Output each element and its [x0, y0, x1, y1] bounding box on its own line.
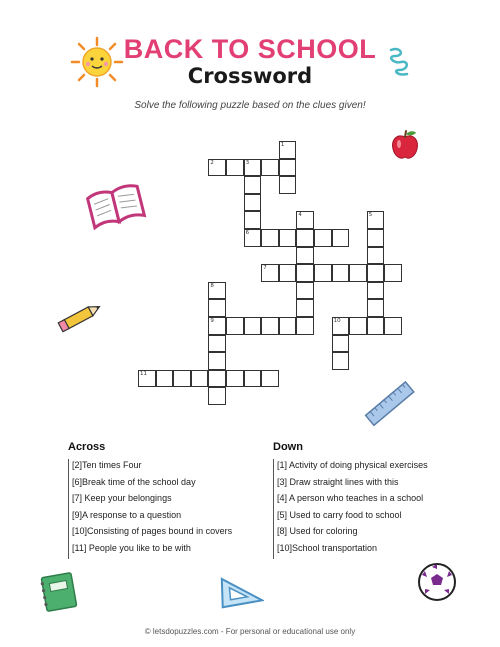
notebook-icon: [36, 570, 82, 614]
across-clue: [6]Break time of the school day: [68, 476, 258, 493]
crossword-cell[interactable]: [261, 229, 279, 247]
crossword-cell[interactable]: [367, 299, 385, 317]
clue-number: 4: [298, 212, 302, 219]
down-heading: Down: [273, 441, 303, 453]
footer: © letsdopuzzles.com - For personal or educational use only: [144, 627, 356, 636]
crossword-cell[interactable]: [367, 282, 385, 300]
across-clue-list: [68, 459, 258, 559]
crossword-cell[interactable]: [244, 317, 262, 335]
crossword-cell[interactable]: [384, 317, 402, 335]
crossword-cell[interactable]: [296, 282, 314, 300]
clue-number: 8: [210, 282, 214, 289]
instructions: Solve the following puzzle based on the clues given!: [134, 100, 366, 111]
across-clue: [10]Consisting of pages bound in covers: [68, 525, 258, 542]
down-clue: [4] A person who teaches in a school: [273, 492, 473, 509]
crossword-cell[interactable]: [208, 299, 226, 317]
crossword-cell[interactable]: [296, 211, 314, 229]
crossword-cell[interactable]: [208, 370, 226, 388]
crossword-cell[interactable]: [296, 317, 314, 335]
crossword-cell[interactable]: [367, 317, 385, 335]
crossword-cell[interactable]: [261, 370, 279, 388]
crossword-cell[interactable]: [208, 335, 226, 353]
crossword-cell[interactable]: [261, 264, 279, 282]
crossword-cell[interactable]: [367, 229, 385, 247]
down-clue: [8] Used for coloring: [273, 525, 473, 542]
crossword-cell[interactable]: [244, 159, 262, 177]
clue-number: 11: [140, 370, 147, 377]
down-clue: [1] Activity of doing physical exercises: [273, 459, 473, 476]
clue-number: 6: [245, 230, 250, 236]
across-clue: [9]A response to a question: [68, 509, 258, 526]
crossword-cell[interactable]: [279, 176, 297, 194]
crossword-cell[interactable]: [367, 247, 385, 265]
crossword-cell[interactable]: [244, 229, 262, 247]
page-subtitle: Crossword: [187, 64, 313, 88]
crossword-cell[interactable]: [296, 264, 314, 282]
clue-number: 10: [333, 318, 341, 324]
spring-icon: [385, 44, 415, 78]
crossword-grid: [138, 141, 403, 406]
set-square-icon: [216, 570, 264, 610]
crossword-cell[interactable]: [384, 264, 402, 282]
crossword-cell[interactable]: [279, 159, 297, 177]
crossword-cell[interactable]: [226, 159, 244, 177]
crossword-cell[interactable]: [156, 370, 174, 388]
page-title: BACK TO SCHOOL: [123, 34, 377, 64]
crossword-cell[interactable]: [332, 317, 350, 335]
across-clue: [7] Keep your belongings: [68, 492, 258, 509]
crossword-cell[interactable]: [349, 264, 367, 282]
crossword-cell[interactable]: [279, 264, 297, 282]
crossword-cell[interactable]: [244, 176, 262, 194]
down-clue: [10]School transportation: [273, 542, 473, 559]
clue-number: 3: [245, 159, 250, 166]
clue-number: 7: [263, 265, 267, 272]
crossword-cell[interactable]: [208, 282, 226, 300]
crossword-cell[interactable]: [314, 264, 332, 282]
down-clue-list: [273, 459, 473, 559]
crossword-cell[interactable]: [244, 370, 262, 388]
down-clue: [5] Used to carry food to school: [273, 509, 473, 526]
crossword-cell[interactable]: [279, 229, 297, 247]
crossword-cell[interactable]: [226, 317, 244, 335]
crossword-cell[interactable]: [244, 211, 262, 229]
crossword-cell[interactable]: [244, 194, 262, 212]
crossword-cell[interactable]: [208, 317, 226, 335]
crossword-cell[interactable]: [332, 352, 350, 370]
crossword-cell[interactable]: [332, 229, 350, 247]
sun-icon: [68, 36, 126, 88]
crossword-cell[interactable]: [261, 317, 279, 335]
crossword-cell[interactable]: [208, 352, 226, 370]
crossword-cell[interactable]: [208, 387, 226, 405]
crossword-cell[interactable]: [226, 370, 244, 388]
crossword-cell[interactable]: [261, 159, 279, 177]
across-clue: [11] People you like to be with: [68, 542, 258, 559]
crossword-cell[interactable]: [296, 299, 314, 317]
pencil-icon: [54, 300, 106, 334]
clue-number: 1: [280, 142, 285, 148]
soccer-ball-icon: [416, 561, 458, 603]
across-clue: [2]Ten times Four: [68, 459, 258, 476]
crossword-cell[interactable]: [208, 159, 226, 177]
crossword-cell[interactable]: [332, 335, 350, 353]
clue-number: 5: [368, 212, 373, 219]
crossword-cell[interactable]: [367, 264, 385, 282]
crossword-cell[interactable]: [367, 211, 385, 229]
crossword-cell[interactable]: [332, 264, 350, 282]
crossword-cell[interactable]: [138, 370, 156, 388]
clue-number: 2: [210, 159, 214, 166]
crossword-cell[interactable]: [296, 229, 314, 247]
crossword-cell[interactable]: [191, 370, 209, 388]
clue-number: 9: [210, 318, 214, 324]
crossword-cell[interactable]: [349, 317, 367, 335]
across-heading: Across: [68, 441, 106, 453]
crossword-cell[interactable]: [173, 370, 191, 388]
down-clue: [3] Draw straight lines with this: [273, 476, 473, 493]
crossword-cell[interactable]: [279, 141, 297, 159]
crossword-cell[interactable]: [296, 247, 314, 265]
crossword-cell[interactable]: [314, 229, 332, 247]
crossword-cell[interactable]: [279, 317, 297, 335]
